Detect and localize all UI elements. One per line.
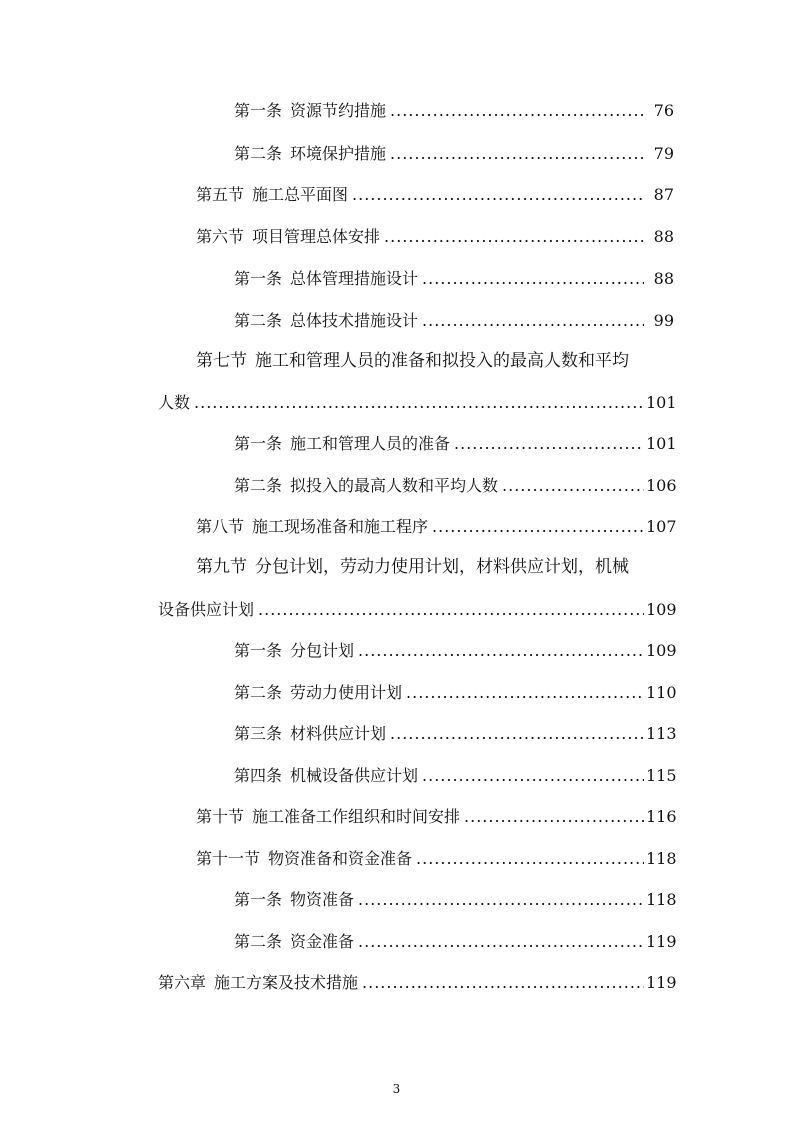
entry-page: 118 [646, 890, 677, 909]
toc-entry-multiline[interactable] [196, 350, 674, 372]
dot-leader [390, 724, 644, 743]
entry-label [196, 224, 382, 247]
entry-number: 第九节 [196, 557, 247, 577]
dot-leader [432, 517, 644, 536]
toc-entry[interactable] [234, 929, 677, 952]
entry-label [196, 514, 430, 537]
entry-page: 116 [646, 807, 677, 826]
toc-entry[interactable] [234, 431, 677, 454]
entry-number: 第六章 [158, 973, 207, 992]
entry-number: 第二条 [234, 932, 283, 951]
toc-entry[interactable] [196, 514, 677, 537]
entry-page: 106 [646, 476, 677, 495]
toc-entry[interactable] [158, 970, 677, 993]
entry-label [234, 929, 356, 952]
dot-leader [258, 600, 644, 619]
toc-entry[interactable] [234, 98, 674, 121]
entry-label [158, 970, 360, 993]
entry-title: 总体技术措施设计 [290, 311, 419, 330]
entry-number: 第二条 [234, 144, 283, 163]
dot-leader [422, 269, 644, 288]
toc-entry[interactable] [234, 763, 677, 786]
entry-title: 物资准备 [290, 890, 355, 909]
toc-entry-continuation[interactable] [158, 597, 677, 620]
entry-label [234, 473, 500, 496]
entry-page: 119 [646, 973, 677, 992]
dot-leader [454, 434, 644, 453]
entry-number: 第一条 [234, 890, 283, 909]
entry-label [234, 98, 388, 121]
toc-entry[interactable] [196, 224, 674, 247]
entry-title: 资金准备 [290, 932, 355, 951]
entry-number: 第一条 [234, 269, 283, 288]
entry-title: 施工和管理人员的准备和拟投入的最高人数和平均 [255, 351, 629, 371]
entry-page: 109 [646, 600, 677, 619]
entry-number: 第二条 [234, 683, 283, 702]
dot-leader [358, 932, 644, 951]
entry-title: 分包计划，劳动力使用计划，材料供应计划，机械 [255, 557, 629, 577]
entry-number: 第一条 [234, 641, 283, 660]
entry-label [234, 887, 356, 910]
dot-leader [416, 849, 644, 868]
entry-title: 环境保护措施 [290, 144, 387, 163]
dot-leader [352, 185, 644, 204]
dot-leader [358, 641, 644, 660]
toc-entry[interactable] [234, 887, 677, 910]
page-number: 3 [392, 1082, 401, 1096]
entry-page: 101 [646, 393, 677, 412]
entry-page: 99 [653, 311, 674, 330]
entry-number: 第七节 [196, 351, 247, 371]
entry-page: 110 [646, 683, 677, 702]
entry-page: 118 [646, 849, 677, 868]
toc-entry[interactable] [196, 182, 674, 205]
entry-label [234, 308, 420, 331]
dot-leader [406, 683, 644, 702]
entry-number: 第五节 [196, 185, 245, 204]
entry-page: 119 [646, 932, 677, 951]
entry-title: 施工现场准备和施工程序 [252, 517, 429, 536]
toc-entry[interactable] [234, 638, 677, 661]
entry-title: 施工准备工作组织和时间安排 [252, 807, 461, 826]
entry-label [196, 804, 462, 827]
dot-leader [390, 101, 644, 120]
toc-entry[interactable] [234, 141, 674, 164]
entry-page: 76 [653, 101, 674, 120]
entry-page: 113 [646, 724, 677, 743]
dot-leader [362, 973, 644, 992]
entry-title: 物资准备和资金准备 [268, 849, 413, 868]
entry-number: 第十节 [196, 807, 245, 826]
entry-label [234, 266, 420, 289]
toc-entry[interactable] [234, 680, 677, 703]
entry-label [234, 141, 388, 164]
dot-leader [390, 144, 644, 163]
entry-page: 88 [653, 227, 674, 246]
entry-number: 第二条 [234, 311, 283, 330]
entry-label [234, 431, 452, 454]
entry-number: 第一条 [234, 434, 283, 453]
entry-title: 资源节约措施 [290, 101, 387, 120]
entry-title: 总体管理措施设计 [290, 269, 419, 288]
entry-title: 施工和管理人员的准备 [290, 434, 451, 453]
entry-label [234, 638, 356, 661]
entry-number: 第八节 [196, 517, 245, 536]
entry-label [234, 721, 388, 744]
entry-number: 第十一节 [196, 849, 261, 868]
entry-number: 第一条 [234, 101, 283, 120]
entry-title: 施工总平面图 [252, 185, 349, 204]
dot-leader [464, 807, 644, 826]
toc-entry-multiline[interactable] [196, 556, 674, 578]
entry-title-continuation: 人数 [158, 393, 191, 412]
entry-page: 107 [646, 517, 677, 536]
entry-label [196, 182, 350, 205]
entry-page: 79 [653, 144, 674, 163]
toc-entry[interactable] [234, 721, 677, 744]
dot-leader [358, 890, 644, 909]
toc-entry-continuation[interactable] [158, 390, 677, 413]
entry-page: 115 [646, 766, 677, 785]
entry-title: 施工方案及技术措施 [214, 973, 359, 992]
entry-title: 劳动力使用计划 [290, 683, 403, 702]
toc-entry[interactable] [196, 846, 677, 869]
entry-title: 项目管理总体安排 [252, 227, 381, 246]
entry-label [234, 763, 420, 786]
entry-number: 第六节 [196, 227, 245, 246]
dot-leader [384, 227, 644, 246]
dot-leader [422, 311, 644, 330]
toc-entry[interactable] [234, 473, 677, 496]
entry-title: 机械设备供应计划 [290, 766, 419, 785]
dot-leader [502, 476, 644, 495]
dot-leader [194, 393, 644, 412]
entry-page: 101 [646, 434, 677, 453]
entry-title: 材料供应计划 [290, 724, 387, 743]
entry-title: 拟投入的最高人数和平均人数 [290, 476, 499, 495]
entry-number: 第四条 [234, 766, 283, 785]
dot-leader [422, 766, 644, 785]
entry-page: 87 [653, 185, 674, 204]
entry-page: 88 [653, 269, 674, 288]
entry-title-continuation: 设备供应计划 [158, 600, 255, 619]
entry-page: 109 [646, 641, 677, 660]
entry-label [196, 846, 414, 869]
toc-entry[interactable] [234, 308, 674, 331]
entry-label [234, 680, 404, 703]
entry-number: 第三条 [234, 724, 283, 743]
toc-entry[interactable] [234, 266, 674, 289]
entry-number: 第二条 [234, 476, 283, 495]
toc-entry[interactable] [196, 804, 677, 827]
entry-title: 分包计划 [290, 641, 355, 660]
